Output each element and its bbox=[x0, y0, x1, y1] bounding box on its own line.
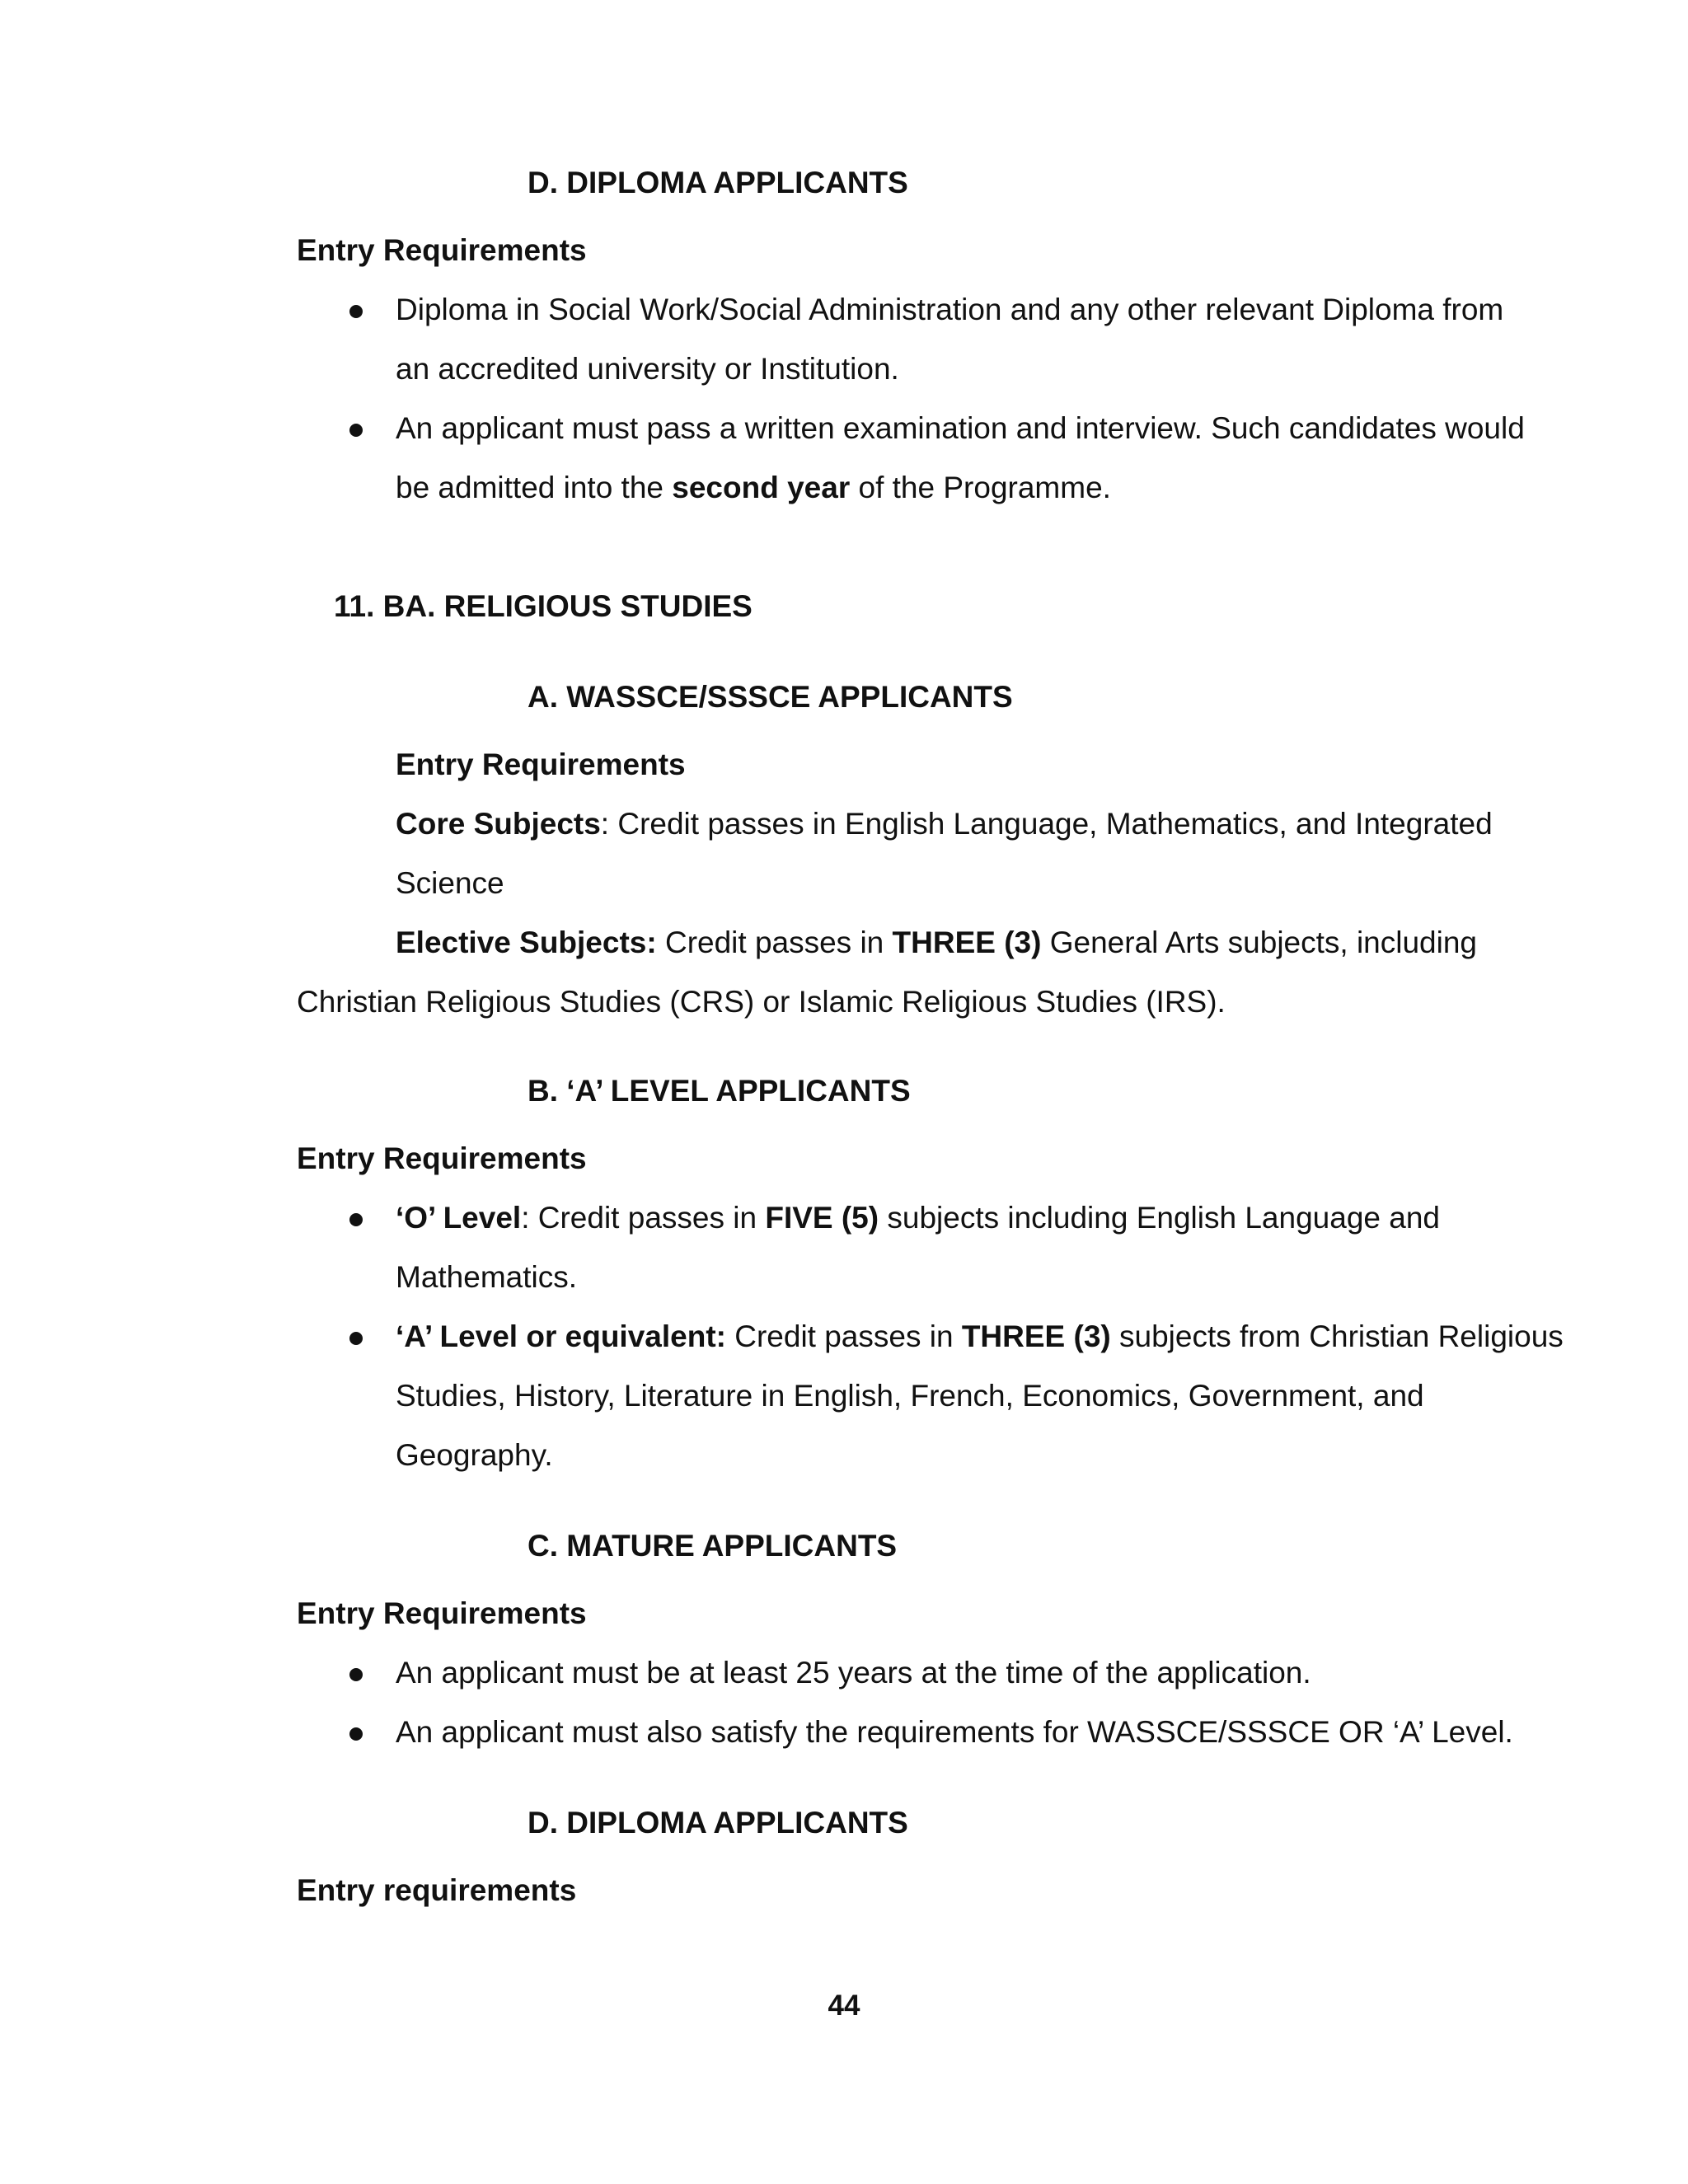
elective-subjects-label: Elective Subjects: bbox=[396, 926, 657, 959]
bullet-icon bbox=[349, 1668, 363, 1681]
o-level-line2: Mathematics. bbox=[396, 1260, 578, 1294]
bold-segment: THREE (3) bbox=[892, 926, 1042, 959]
diploma-bullet1-line2: an accredited university or Institution. bbox=[396, 352, 899, 386]
diploma-heading-top: D. DIPLOMA APPLICANTS bbox=[528, 166, 908, 199]
bold-segment: FIVE (5) bbox=[765, 1201, 879, 1235]
a-level-line3: Geography. bbox=[396, 1438, 553, 1472]
core-subjects-line2: Science bbox=[396, 866, 504, 900]
a-level-heading: B. ‘A’ LEVEL APPLICANTS bbox=[528, 1074, 911, 1108]
diploma-heading-bottom: D. DIPLOMA APPLICANTS bbox=[528, 1806, 908, 1840]
bullet-icon bbox=[349, 1213, 363, 1226]
o-level-line1 bbox=[396, 1200, 1440, 1236]
mature-heading: C. MATURE APPLICANTS bbox=[528, 1529, 898, 1563]
entry-requirements-title: Entry Requirements bbox=[297, 1596, 587, 1630]
page-number: 44 bbox=[828, 1990, 860, 2022]
text-segment: of the Programme. bbox=[850, 471, 1111, 504]
entry-requirements-title: Entry requirements bbox=[297, 1873, 577, 1907]
text-segment: Credit passes in bbox=[725, 1319, 962, 1353]
mature-bullet2: An applicant must also satisfy the requirements for WASSCE/SSSCE OR ‘A’ Level. bbox=[396, 1715, 1513, 1749]
entry-requirements-title: Entry Requirements bbox=[297, 1141, 587, 1175]
mature-bullet1: An applicant must be at least 25 years at the time of the application. bbox=[396, 1656, 1311, 1690]
diploma-bullet2-line2 bbox=[396, 470, 1111, 506]
text-segment: be admitted into the bbox=[396, 471, 673, 504]
a-level-label: ‘A’ Level or equivalent: bbox=[396, 1319, 726, 1353]
a-level-line2: Studies, History, Literature in English, French, Economics, Government, and bbox=[396, 1379, 1424, 1413]
bold-segment: second year bbox=[672, 471, 851, 504]
entry-requirements-title: Entry Requirements bbox=[297, 233, 587, 267]
bullet-icon bbox=[349, 1727, 363, 1741]
diploma-bullet2-line1: An applicant must pass a written examination and interview. Such candidates would bbox=[396, 411, 1525, 445]
diploma-bullet1-line1: Diploma in Social Work/Social Administration and any other relevant Diploma from bbox=[396, 293, 1504, 326]
bullet-icon bbox=[349, 305, 363, 318]
section-title: 11. BA. RELIGIOUS STUDIES bbox=[334, 589, 753, 623]
a-level-line1 bbox=[396, 1319, 1564, 1355]
core-subjects-label: Core Subjects bbox=[396, 807, 601, 841]
o-level-label: ‘O’ Level bbox=[396, 1201, 522, 1235]
elective-subjects-line1 bbox=[396, 925, 1477, 961]
entry-requirements-title: Entry Requirements bbox=[396, 748, 686, 781]
elective-subjects-line2: Christian Religious Studies (CRS) or Islamic Religious Studies (IRS). bbox=[297, 985, 1226, 1019]
text-segment: : Credit passes in bbox=[521, 1201, 766, 1235]
bullet-icon bbox=[349, 424, 363, 437]
text-segment: subjects including English Language and bbox=[879, 1201, 1440, 1235]
bold-segment: THREE (3) bbox=[961, 1319, 1111, 1353]
wassce-heading: A. WASSCE/SSSCE APPLICANTS bbox=[528, 680, 1013, 714]
text-segment: General Arts subjects, including bbox=[1041, 926, 1478, 959]
text-segment: Credit passes in bbox=[656, 926, 893, 959]
text-segment: subjects from Christian Religious bbox=[1110, 1319, 1564, 1353]
bullet-icon bbox=[349, 1332, 363, 1345]
core-subjects-line1 bbox=[396, 806, 1493, 842]
text-segment: : Credit passes in English Language, Mathematics, and Integrated bbox=[600, 807, 1493, 841]
